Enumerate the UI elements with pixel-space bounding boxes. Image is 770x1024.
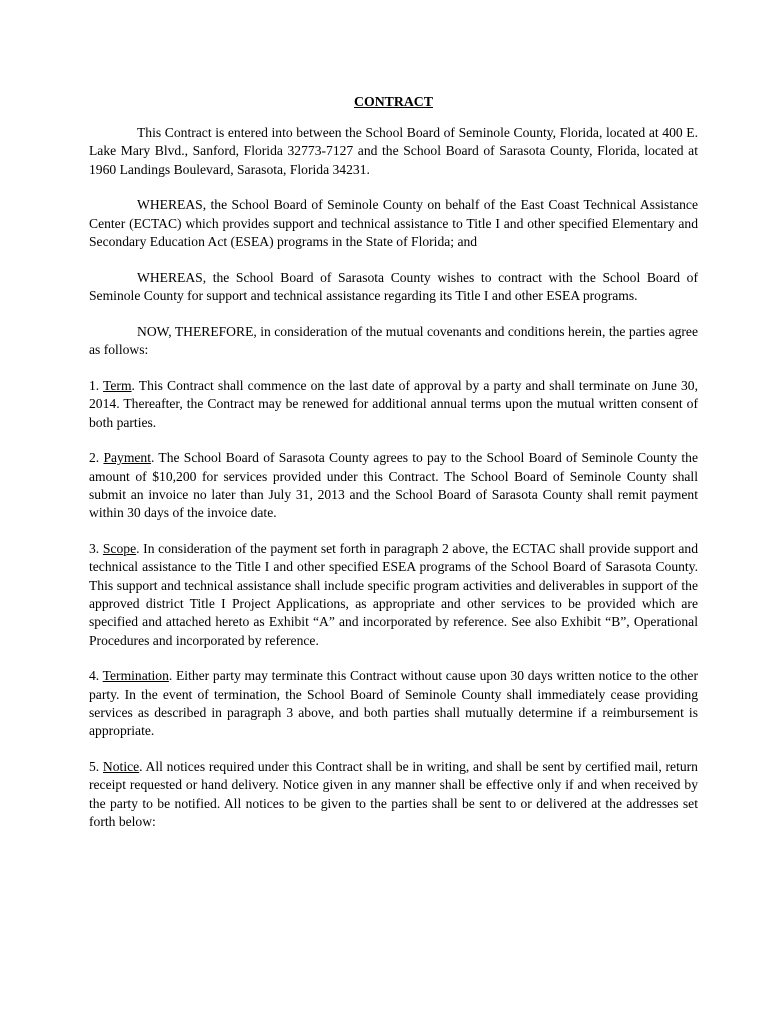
section-notice bbox=[89, 758, 698, 831]
now-therefore-paragraph: NOW, THEREFORE, in consideration of the mutual covenants and conditions herein, the parties agree as follows: bbox=[89, 323, 698, 358]
section-body: . Either party may terminate this Contract without cause upon 30 days written notice to the other party. In the event of termination, the School Board of Seminole County shall immediately cease providing services as described in paragraph 3 above, and both parties shall mutually determine if a reimbursement is appropriate. bbox=[89, 668, 698, 739]
section-number: 4. bbox=[89, 668, 100, 684]
section-number: 5. bbox=[89, 759, 100, 775]
intro-paragraph: This Contract is entered into between the School Board of Seminole County, Florida, located at 400 E. Lake Mary Blvd., Sanford, Florida 32773-7127 and the School Board of Sarasota County, Florida, located at 1960 Landings Boulevard, Sarasota, Florida 34231. bbox=[89, 125, 698, 177]
section-heading: Termination bbox=[102, 668, 169, 684]
section-body: . In consideration of the payment set forth in paragraph 2 above, the ECTAC shall provide support and technical assistance to the Title I and other specified ESEA programs of the School Board of Sarasota County. This support and technical assistance shall include specific program activities and deliverables in support of the approved district Title I Project Applications, as appropriate and other services to be provided which are specified and attached hereto as Exhibit “A” and incorporated by reference. See also Exhibit “B”, Operational Procedures and incorporated by reference. bbox=[89, 541, 698, 648]
section-termination bbox=[89, 667, 698, 740]
section-scope bbox=[89, 540, 698, 650]
section-heading: Term bbox=[103, 377, 132, 393]
section-heading: Payment bbox=[103, 450, 152, 466]
document-title: CONTRACT bbox=[354, 94, 433, 109]
section-body: . The School Board of Sarasota County agrees to pay to the School Board of Seminole County the amount of $10,200 for services provided under this Contract. The School Board of Seminole County shall submit an invoice no later than July 31, 2013 and the School Board of Sarasota County shall remit payment within 30 days of the invoice date. bbox=[89, 450, 698, 521]
section-number: 1. bbox=[89, 377, 100, 393]
section-body: . All notices required under this Contract shall be in writing, and shall be sent by certified mail, return receipt requested or hand delivery. Notice given in any manner shall be effective only if and when received by the party to be notified. All notices to be given to the parties shall be sent to or delivered at the addresses set forth below: bbox=[89, 759, 698, 829]
section-heading: Scope bbox=[102, 541, 137, 557]
section-number: 2. bbox=[89, 450, 100, 466]
whereas-paragraph-1: WHEREAS, the School Board of Seminole County on behalf of the East Coast Technical Assistance Center (ECTAC) which provides support and technical assistance to Title I and other specified Elementary and Secondary Education Act (ESEA) programs in the State of Florida; and bbox=[89, 197, 698, 249]
section-number: 3. bbox=[89, 541, 100, 557]
section-term bbox=[89, 377, 698, 432]
section-heading: Notice bbox=[102, 759, 140, 775]
document-body bbox=[89, 93, 698, 849]
section-payment bbox=[89, 449, 698, 522]
section-body: . This Contract shall commence on the last date of approval by a party and shall terminate on June 30, 2014. Thereafter, the Contract may be renewed for additional annual terms upon the mutual written consent of both parties. bbox=[89, 377, 699, 430]
whereas-paragraph-2: WHEREAS, the School Board of Sarasota County wishes to contract with the School Board of Seminole County for support and technical assistance regarding its Title I and other ESEA programs. bbox=[89, 269, 698, 304]
